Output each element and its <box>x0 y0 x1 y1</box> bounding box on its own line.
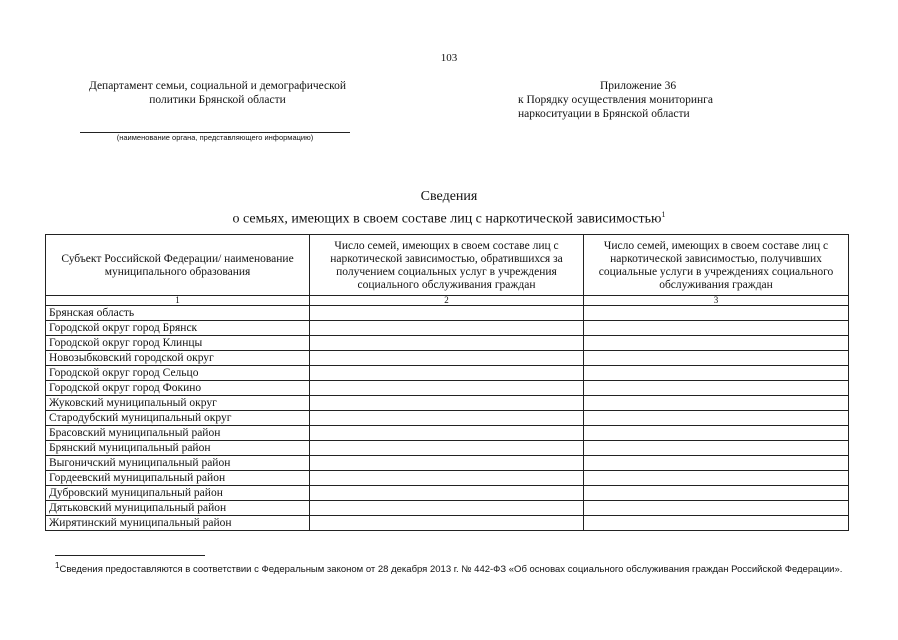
row-cell <box>310 351 584 366</box>
row-label: Городской округ город Сельцо <box>46 366 310 381</box>
row-label: Дятьковский муниципальный район <box>46 501 310 516</box>
row-label: Гордеевский муниципальный район <box>46 471 310 486</box>
table-row <box>46 456 849 471</box>
row-cell <box>310 411 584 426</box>
appendix-line-3: наркоситуации в Брянской области <box>518 108 690 120</box>
row-cell <box>584 336 849 351</box>
footnote-text: Сведения предоставляются в соответствии с Федеральным законом от 28 декабря 2013 г. № 442-ФЗ «Об основах социального обслуживания граждан Российской Федерации». <box>59 564 843 576</box>
row-cell <box>584 396 849 411</box>
row-cell <box>584 381 849 396</box>
row-label: Жуковский муниципальный округ <box>46 396 310 411</box>
row-cell <box>584 351 849 366</box>
row-label: Брянский муниципальный район <box>46 441 310 456</box>
row-cell <box>310 501 584 516</box>
row-label: Брасовский муниципальный район <box>46 426 310 441</box>
table-row <box>46 516 849 531</box>
column-number: 3 <box>584 296 849 306</box>
row-cell <box>584 516 849 531</box>
row-cell <box>584 456 849 471</box>
department-line-1: Департамент семьи, социальной и демографической <box>88 80 347 92</box>
row-cell <box>584 501 849 516</box>
appendix-block <box>518 79 758 121</box>
row-cell <box>584 366 849 381</box>
row-cell <box>584 426 849 441</box>
table-header-row <box>46 235 849 296</box>
row-cell <box>310 486 584 501</box>
row-cell <box>310 336 584 351</box>
row-label: Жирятинский муниципальный район <box>46 516 310 531</box>
document-title <box>0 188 898 229</box>
row-label: Дубровский муниципальный район <box>46 486 310 501</box>
column-number: 1 <box>46 296 310 306</box>
row-cell <box>310 381 584 396</box>
table-row <box>46 381 849 396</box>
header-col-2: Число семей, имеющих в своем составе лиц с наркотической зависимостью, обратившихся за получением социальных услуг в учреждения социального обслуживания граждан <box>310 235 584 296</box>
org-name-note: (наименование органа, представляющего информацию) <box>116 133 314 142</box>
column-number: 2 <box>310 296 584 306</box>
footnote <box>55 560 845 576</box>
row-cell <box>584 306 849 321</box>
row-cell <box>310 306 584 321</box>
department-block <box>60 79 375 107</box>
row-cell <box>310 426 584 441</box>
row-cell <box>310 516 584 531</box>
title-footnote-mark: 1 <box>661 210 666 219</box>
row-cell <box>310 396 584 411</box>
appendix-line-1: Приложение 36 <box>600 80 677 92</box>
row-label: Выгоничский муниципальный район <box>46 456 310 471</box>
row-cell <box>310 321 584 336</box>
row-cell <box>584 321 849 336</box>
table-row <box>46 366 849 381</box>
table-body <box>46 306 849 531</box>
footnote-mark: 1 <box>55 561 60 570</box>
footnote-separator <box>55 555 205 556</box>
row-cell <box>584 471 849 486</box>
table-row <box>46 441 849 456</box>
row-label: Стародубский муниципальный округ <box>46 411 310 426</box>
table-row <box>46 486 849 501</box>
row-cell <box>310 471 584 486</box>
row-label: Брянская область <box>46 306 310 321</box>
page-number: 103 <box>440 52 458 64</box>
table-row <box>46 471 849 486</box>
table-row <box>46 321 849 336</box>
column-number-row <box>46 296 849 306</box>
row-label: Городской округ город Брянск <box>46 321 310 336</box>
row-cell <box>584 441 849 456</box>
table-row <box>46 426 849 441</box>
appendix-line-2: к Порядку осуществления мониторинга <box>518 94 714 106</box>
row-label: Новозыбковский городской округ <box>46 351 310 366</box>
row-cell <box>310 456 584 471</box>
data-table <box>45 234 849 531</box>
table-row <box>46 306 849 321</box>
table-row <box>46 501 849 516</box>
row-cell <box>310 366 584 381</box>
title-line-1: Сведения <box>420 189 478 204</box>
row-label: Городской округ город Фокино <box>46 381 310 396</box>
table-row <box>46 336 849 351</box>
row-cell <box>310 441 584 456</box>
row-cell <box>584 486 849 501</box>
table-row <box>46 396 849 411</box>
table-row <box>46 351 849 366</box>
title-line-2: о семьях, имеющих в своем составе лиц с наркотической зависимостью$^1$ <box>232 210 666 227</box>
department-line-2: политики Брянской области <box>149 94 286 106</box>
table-row <box>46 411 849 426</box>
row-label: Городской округ город Клинцы <box>46 336 310 351</box>
header-col-1: Субъект Российской Федерации/ наименование муниципального образования <box>46 235 310 296</box>
header-col-3: Число семей, имеющих в своем составе лиц с наркотической зависимостью, получивших социальные услуги в учреждениях социального обслуживания граждан <box>584 235 849 296</box>
row-cell <box>584 411 849 426</box>
